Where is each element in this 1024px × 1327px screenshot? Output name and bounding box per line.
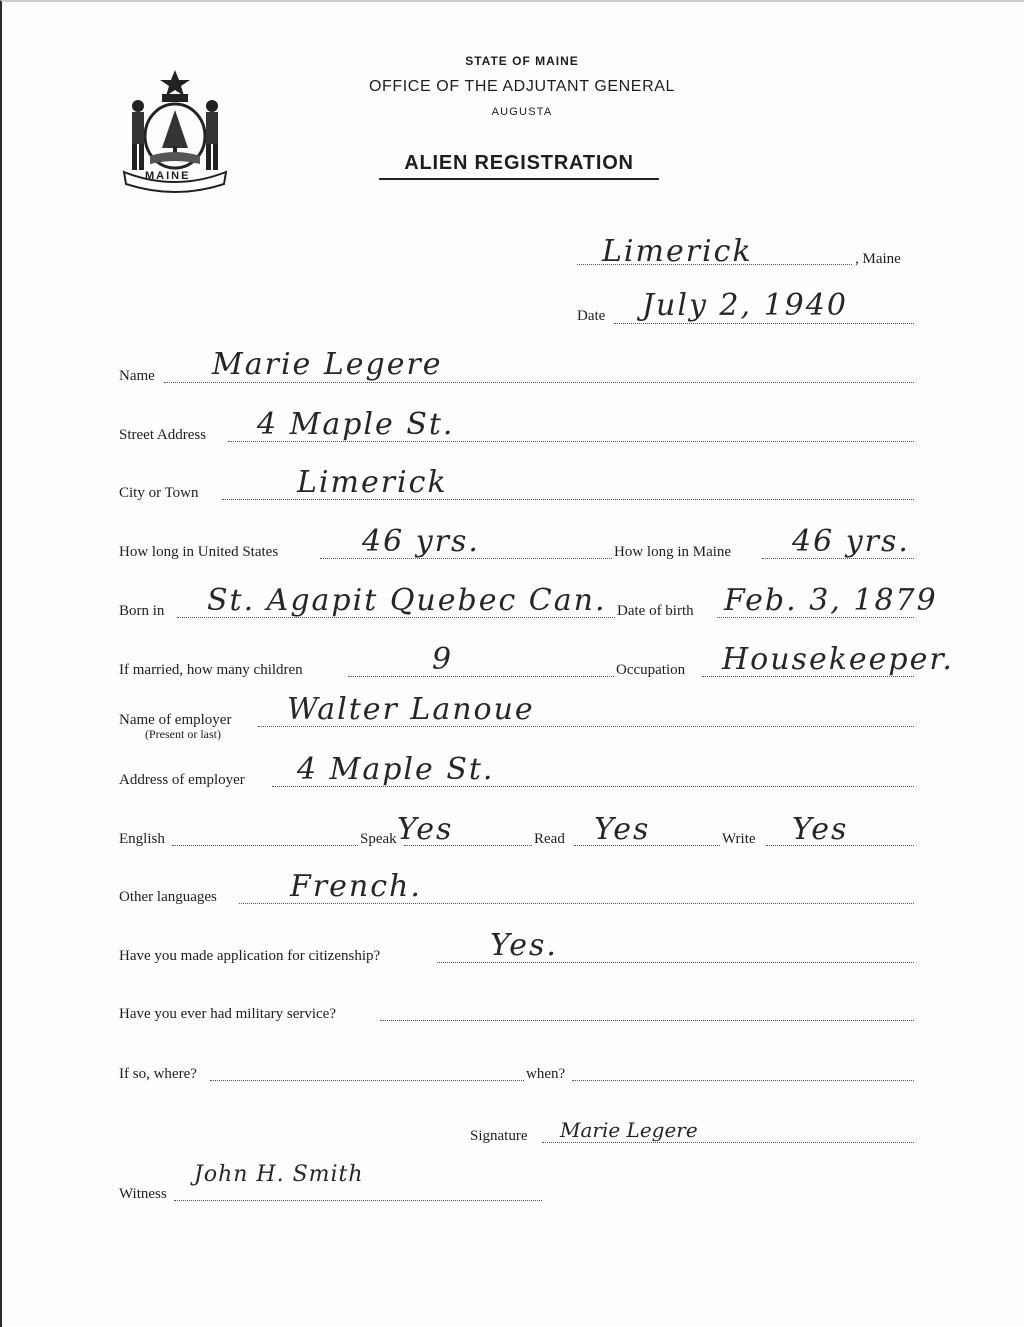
witness-value: John H. Smith <box>194 1162 364 1187</box>
city-label: City or Town <box>119 485 199 501</box>
place-value: Limerick <box>602 234 753 269</box>
how-long-us-label: How long in United States <box>119 544 279 560</box>
street-address-value: 4 Maple St. <box>257 407 455 442</box>
where-line <box>210 1080 524 1081</box>
born-in-value: St. Agapit Quebec Can. <box>207 583 607 618</box>
speak-label: Speak <box>360 831 397 847</box>
read-value: Yes <box>594 812 651 847</box>
write-value: Yes <box>792 812 849 847</box>
occupation-label: Occupation <box>616 662 686 678</box>
signature-line <box>542 1142 914 1143</box>
other-languages-value: French. <box>290 869 422 904</box>
children-line <box>348 676 614 677</box>
citizenship-label: Have you made application for citizenship? <box>119 948 381 964</box>
office-heading: OFFICE OF THE ADJUTANT GENERAL <box>368 78 676 95</box>
citizenship-value: Yes. <box>490 928 558 963</box>
how-long-maine-label: How long in Maine <box>614 544 732 560</box>
speak-value: Yes <box>397 812 454 847</box>
children-value: 9 <box>432 642 454 677</box>
page-title: ALIEN REGISTRATION <box>379 152 659 180</box>
name-value: Marie Legere <box>212 347 443 382</box>
city-heading: AUGUSTA <box>491 106 553 118</box>
employer-sublabel: (Present or last) <box>145 727 221 741</box>
name-label: Name <box>119 368 155 384</box>
how-long-us-value: 46 yrs. <box>362 524 480 559</box>
employer-address-label: Address of employer <box>119 772 245 788</box>
employer-address-value: 4 Maple St. <box>297 752 495 787</box>
date-of-birth-value: Feb. 3, 1879 <box>724 583 938 618</box>
witness-line <box>174 1200 542 1201</box>
other-languages-label: Other languages <box>119 889 217 905</box>
name-line <box>164 382 914 383</box>
when-line <box>572 1080 914 1081</box>
where-label: If so, where? <box>119 1066 197 1082</box>
state-heading: STATE OF MAINE <box>465 54 579 68</box>
born-in-label: Born in <box>119 603 165 619</box>
signature-label: Signature <box>470 1128 528 1144</box>
when-label: when? <box>526 1066 566 1082</box>
date-label: Date <box>577 308 606 324</box>
city-value: Limerick <box>297 465 448 500</box>
military-line <box>380 1020 914 1021</box>
signature-value: Marie Legere <box>560 1118 698 1142</box>
employer-value: Walter Lanoue <box>287 692 535 727</box>
children-label: If married, how many children <box>119 662 303 678</box>
english-label: English <box>119 831 165 847</box>
date-line <box>614 323 914 324</box>
employer-label: Name of employer <box>119 712 232 728</box>
seal-banner: MAINE <box>145 170 191 182</box>
how-long-maine-value: 46 yrs. <box>792 524 910 559</box>
military-label: Have you ever had military service? <box>119 1006 336 1022</box>
occupation-value: Housekeeper. <box>722 642 954 677</box>
street-address-label: Street Address <box>119 427 207 443</box>
english-line <box>172 845 358 846</box>
date-of-birth-label: Date of birth <box>617 603 694 619</box>
witness-label: Witness <box>119 1186 167 1202</box>
write-label: Write <box>722 831 756 847</box>
read-label: Read <box>534 831 565 847</box>
place-suffix: , Maine <box>855 251 901 267</box>
date-value: July 2, 1940 <box>642 288 848 323</box>
